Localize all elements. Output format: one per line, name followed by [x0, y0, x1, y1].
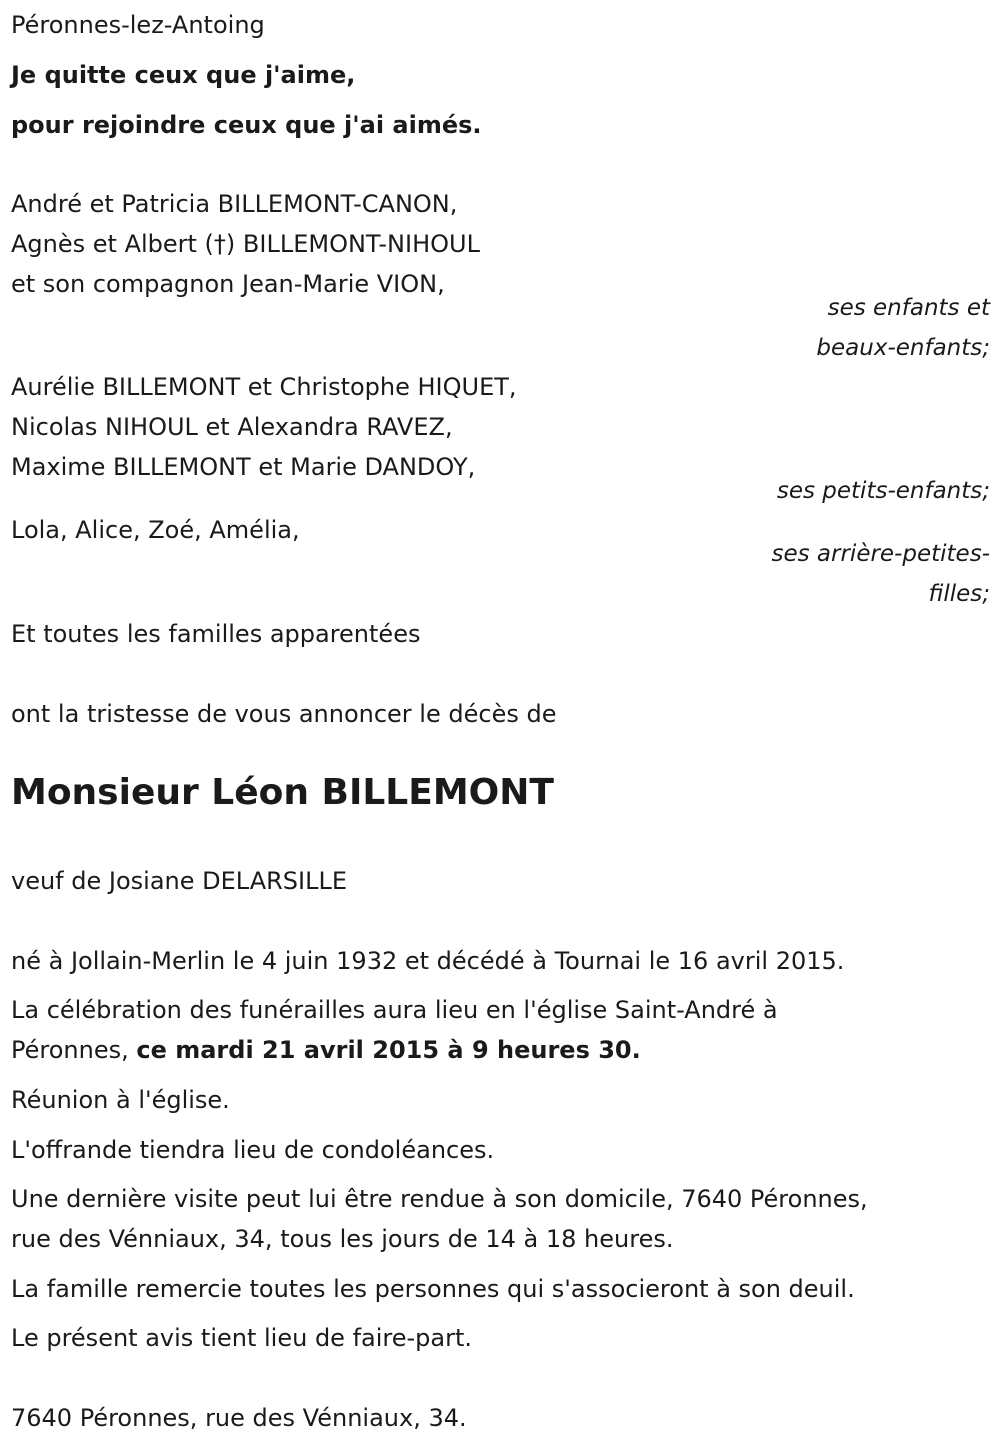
- families-line: Et toutes les familles apparentées: [11, 620, 421, 648]
- great-grandchildren-relation-1: ses arrière-petites-: [771, 541, 990, 567]
- children-line-2: Agnès et Albert (†) BILLEMONT-NIHOUL: [11, 230, 480, 258]
- visit-line-1: Une dernière visite peut lui être rendue à son domicile, 7640 Péronnes,: [11, 1185, 868, 1213]
- quote-line-1: Je quitte ceux que j'aime,: [11, 61, 356, 89]
- funeral-line-1: La célébration des funérailles aura lieu en l'église Saint-André à: [11, 996, 778, 1024]
- children-line-3: et son compagnon Jean-Marie VION,: [11, 270, 445, 298]
- address-line: 7640 Péronnes, rue des Vénniaux, 34.: [11, 1404, 467, 1432]
- children-relation-1: ses enfants et: [827, 295, 990, 321]
- quote-line-2: pour rejoindre ceux que j'ai aimés.: [11, 111, 482, 139]
- grandchildren-line-3: Maxime BILLEMONT et Marie DANDOY,: [11, 453, 476, 481]
- birth-death-line: né à Jollain-Merlin le 4 juin 1932 et décédé à Tournai le 16 avril 2015.: [11, 947, 845, 975]
- widower-line: veuf de Josiane DELARSILLE: [11, 867, 348, 895]
- grandchildren-relation: ses petits-enfants;: [776, 478, 990, 504]
- great-grandchildren-relation-2: filles;: [928, 581, 990, 607]
- funeral-line-2-prefix: Péronnes,: [11, 1036, 137, 1064]
- grandchildren-line-1: Aurélie BILLEMONT et Christophe HIQUET,: [11, 373, 517, 401]
- funeral-date-time: ce mardi 21 avril 2015 à 9 heures 30.: [136, 1036, 641, 1064]
- great-grandchildren-names: Lola, Alice, Zoé, Amélia,: [11, 516, 300, 544]
- funeral-line-2: [11, 1035, 641, 1065]
- location: Péronnes-lez-Antoing: [11, 11, 265, 39]
- notice-line: Le présent avis tient lieu de faire-part.: [11, 1324, 473, 1352]
- children-line-1: André et Patricia BILLEMONT-CANON,: [11, 190, 458, 218]
- visit-line-2: rue des Vénniaux, 34, tous les jours de 14 à 18 heures.: [11, 1225, 674, 1253]
- grandchildren-line-2: Nicolas NIHOUL et Alexandra RAVEZ,: [11, 413, 453, 441]
- thanks-line: La famille remercie toutes les personnes qui s'associeront à son deuil.: [11, 1275, 855, 1303]
- deceased-name: Monsieur Léon BILLEMONT: [11, 772, 554, 813]
- offering-line: L'offrande tiendra lieu de condoléances.: [11, 1136, 495, 1164]
- children-relation-2: beaux-enfants;: [816, 335, 990, 361]
- announcement-line: ont la tristesse de vous annoncer le décès de: [11, 700, 557, 728]
- meeting-line: Réunion à l'église.: [11, 1086, 230, 1114]
